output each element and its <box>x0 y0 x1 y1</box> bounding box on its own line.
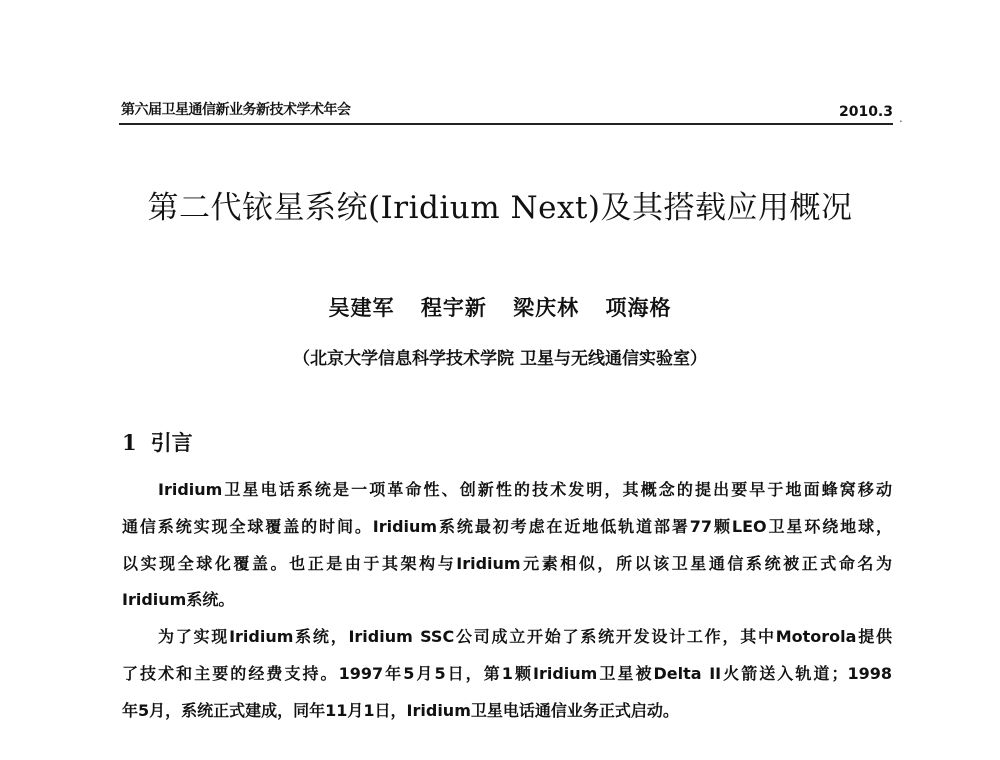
issue-date: 2010.3 <box>838 104 893 120</box>
body-text <box>122 472 892 730</box>
conference-name: 第六届卫星通信新业务新技术学术年会 <box>121 102 351 118</box>
text-line: 通信系统实现全球覆盖的时间。Iridium系统最初考虑在近地低轨道部署77颗LEO卫星环绕地球， <box>122 516 892 536</box>
text-line: 年5月，系统正式建成，同年11月1日，Iridium卫星电话通信业务正式启动。 <box>122 700 679 720</box>
text-line: 为了实现Iridium系统，Iridium SSC公司成立开始了系统开发设计工作，其中Motorola提供 <box>158 627 892 647</box>
text-line: 了技术和主要的经费支持。1997年5月5日，第1颗Iridium卫星被Delta II火箭送入轨道；1998 <box>122 663 892 683</box>
paper-title: 第二代铱星系统(Iridium Next)及其搭载应用概况 <box>147 190 853 226</box>
author-list: 吴建军 程宇新 梁庆林 项海格 <box>328 295 672 320</box>
section-heading <box>122 428 193 458</box>
paragraph <box>122 472 892 619</box>
section-number: 1 <box>122 430 137 455</box>
text-line: Iridium卫星电话系统是一项革命性、创新性的技术发明，其概念的提出要早于地面蜂窝移动 <box>158 480 892 499</box>
section-title: 引言 <box>150 430 193 455</box>
paragraph <box>122 619 892 729</box>
text-line: Iridium系统。 <box>122 590 235 610</box>
text-line: 以实现全球化覆盖。也正是由于其架构与Iridium元素相似，所以该卫星通信系统被正式命名为 <box>122 553 892 573</box>
running-header <box>119 101 893 125</box>
affiliation: （北京大学信息科学技术学院 卫星与无线通信实验室） <box>293 349 707 369</box>
scan-speck: . <box>899 111 903 125</box>
